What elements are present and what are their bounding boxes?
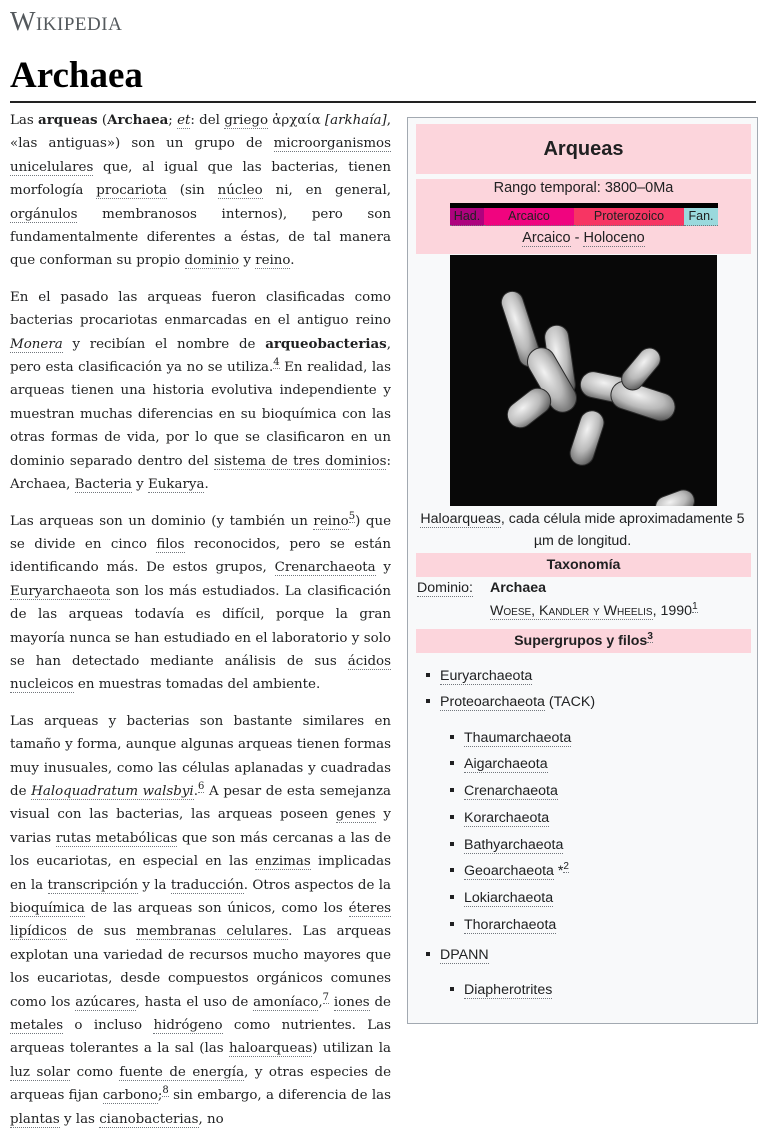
text: que son más cercanas a las de los eucariotas, en especial en las	[10, 830, 391, 870]
text: o incluso	[63, 1018, 154, 1034]
text: A pesar de esta semejanza visual con las bacterias, las arqueas poseen	[10, 783, 391, 823]
reference-4[interactable]: 4	[273, 357, 280, 369]
reference-5[interactable]: 5	[348, 510, 356, 522]
micrograph-illustration	[450, 255, 717, 506]
subgroup-item	[450, 863, 569, 879]
link-genes[interactable]: genes	[335, 807, 376, 823]
text: ἀρχαία	[268, 113, 325, 128]
bold-term: arqueobacterias	[265, 335, 387, 352]
reference-1[interactable]: 1	[692, 601, 698, 612]
text: : Archaea,	[10, 453, 391, 493]
timeline-label: Had.	[453, 209, 481, 223]
link-transcripcion[interactable]: transcripción	[47, 877, 138, 893]
text: ) que se divide en cinco	[10, 513, 391, 552]
link-thorarchaeota[interactable]: Thorarchaeota	[464, 917, 557, 933]
taxobox-title: Arqueas	[416, 124, 751, 174]
taxonomy-header: Taxonomía	[416, 553, 751, 577]
link-sistema-tres-dominios[interactable]: sistema de tres dominios	[213, 453, 387, 469]
caption-text: , cada célula mide aproximadamente 5 µm de longitud.	[500, 511, 745, 549]
temporal-range-label: Rango temporal: 3800–0Ma	[493, 180, 674, 196]
link-haloarqueas[interactable]: haloarqueas	[228, 1041, 313, 1057]
subgroup-item	[450, 730, 571, 746]
subgroup-item	[450, 837, 563, 853]
link-crenarchaeota[interactable]: Crenarchaeota	[274, 560, 376, 576]
text: y	[375, 560, 391, 576]
link-haloarqueas[interactable]: Haloarqueas	[420, 511, 501, 527]
text: En realidad, las arqueas tienen una historia evolutiva independiente y muestran muchas diferencias en su bioquímica con las otras formas de vida, por lo que se clasificaron en un dominio separado dentro del	[10, 360, 391, 469]
bullet-icon	[450, 761, 454, 765]
text: En el pasado las arqueas fueron clasificadas como bacterias procariotas enmarcadas en el antiguo reino	[10, 289, 391, 329]
text: Las arqueas y bacterias son bastante similares en tamaño y forma, aunque algunas arqueas tienen formas muy inusuales, como las células aplanadas y cuadradas de	[10, 713, 391, 799]
link-membranas-celulares[interactable]: membranas celulares	[136, 924, 289, 940]
link-et[interactable]: et	[177, 113, 191, 128]
link-proteoarchaeota[interactable]: Proteoarchaeota	[440, 694, 545, 710]
text: sin embargo, a diferencia de las	[168, 1088, 391, 1104]
link-filos[interactable]: filos	[156, 536, 185, 552]
link-reino[interactable]: reino	[255, 253, 291, 269]
subgroup-suffix: *	[553, 863, 564, 879]
temporal-range-span	[416, 230, 751, 246]
subgroup-item	[426, 668, 532, 684]
paragraph-morphology	[10, 710, 391, 1131]
timeline-label: Proterozoico	[593, 209, 665, 223]
link-hidrogeno[interactable]: hidrógeno	[153, 1018, 223, 1034]
link-thaumarchaeota[interactable]: Thaumarchaeota	[464, 730, 572, 746]
link-luz-solar[interactable]: luz solar	[10, 1064, 71, 1080]
reference-3[interactable]: 3	[647, 631, 653, 642]
bullet-icon	[426, 699, 430, 703]
text: .	[204, 477, 209, 493]
text: : del	[190, 113, 225, 128]
bullet-icon	[450, 815, 454, 819]
text: ;	[157, 1088, 163, 1104]
link-arcaico[interactable]: Arcaico	[522, 230, 571, 246]
timeline-segment-hadeico[interactable]	[450, 208, 484, 226]
link-metales[interactable]: metales	[10, 1018, 64, 1034]
reference-6[interactable]: 6	[197, 780, 205, 792]
text: que, al igual que las bacterias, tienen morfología	[10, 159, 391, 199]
text: ni, en general,	[262, 183, 391, 199]
text: , hasta el uso de	[135, 994, 254, 1010]
bullet-icon	[450, 735, 454, 739]
subgroup-item	[426, 694, 595, 710]
link-nucleo[interactable]: núcleo	[217, 183, 263, 199]
link-plantas[interactable]: plantas	[10, 1111, 60, 1127]
link-fuente-de-energia[interactable]: fuente de energía	[119, 1064, 245, 1080]
link-geoarchaeota[interactable]: Geoarchaeota	[464, 863, 554, 879]
text: ;	[168, 113, 178, 128]
text: , «las antiguas») son un grupo de	[10, 113, 392, 152]
text: , pero esta clasificación ya no se utiliza.	[10, 336, 391, 376]
link-carbono[interactable]: carbono	[102, 1088, 158, 1104]
text: son los más estudiados. La clasificación de las arqueas todavía es difícil, porque la gran mayoría nunca se han estudiado en el laboratorio y solo se han detectado mediante análisis de sus	[10, 583, 391, 669]
link-enzimas[interactable]: enzimas	[255, 854, 311, 870]
text: (sin	[166, 183, 218, 199]
text: , no	[198, 1111, 224, 1127]
subgroup-item	[450, 982, 552, 998]
bold-term: Archaea	[107, 112, 169, 128]
text: membranosos internos), pero son fundamentalmente diferentes a éstas, de tal manera que conforman su propio	[10, 206, 391, 269]
text: y las	[59, 1111, 100, 1127]
italic-term: [arkhaía]	[324, 113, 387, 128]
link-griego[interactable]: griego	[224, 113, 269, 128]
subgroup-item	[450, 810, 549, 826]
taxonomy-value-archaea: Archaea	[490, 580, 546, 596]
link-euryarchaeota[interactable]: Euryarchaeota	[440, 668, 533, 684]
text: reconocidos, pero se están identificando más. De estos grupos,	[10, 536, 391, 576]
text: y recibían el nombre de	[62, 336, 266, 352]
bullet-icon	[450, 895, 454, 899]
subgroup-item	[426, 947, 489, 963]
taxobox	[407, 117, 758, 1024]
bullet-icon	[426, 673, 430, 677]
timeline-bar	[450, 203, 718, 225]
link-dominio[interactable]: dominio	[184, 253, 240, 269]
image-caption	[414, 508, 751, 552]
link-dpann[interactable]: DPANN	[440, 947, 489, 963]
timeline-segment-arcaico[interactable]	[484, 208, 574, 226]
subgroups-header-text: Supergrupos y filos	[514, 633, 648, 649]
link-unicelulares[interactable]: unicelulares	[10, 159, 94, 175]
link-monera[interactable]: Monera	[10, 336, 63, 352]
reference-7[interactable]: 7	[322, 991, 330, 1003]
authority-year: , 1990	[652, 603, 693, 619]
text: . Otros aspectos de la	[243, 877, 392, 893]
timeline-segment-fanerozoico[interactable]	[684, 208, 718, 226]
link-aigarchaeota[interactable]: Aigarchaeota	[464, 756, 548, 772]
text: Las	[10, 113, 39, 128]
text: en muestras tomadas del ambiente.	[73, 677, 321, 693]
text: .	[193, 783, 198, 799]
timeline-label: Fan.	[688, 209, 714, 223]
text: y varias	[10, 807, 391, 846]
text: como	[70, 1064, 120, 1080]
text: implicadas en la	[10, 854, 391, 893]
text: y	[239, 253, 256, 269]
bullet-icon	[450, 788, 454, 792]
link-eukarya[interactable]: Eukarya	[147, 477, 205, 493]
taxonomy-rank-domain[interactable]: Dominio:	[417, 580, 473, 596]
haloarchaea-micrograph[interactable]	[450, 255, 717, 506]
subgroup-suffix: (TACK)	[544, 694, 596, 710]
link-authority[interactable]: Woese, Kandler y Wheelis	[490, 603, 653, 619]
link-azucares[interactable]: azúcares	[75, 994, 136, 1010]
link-rutas-metabolicas[interactable]: rutas metabólicas	[55, 830, 178, 846]
link-korarchaeota[interactable]: Korarchaeota	[464, 810, 550, 826]
bold-term: arqueas	[38, 112, 98, 128]
link-amoniaco[interactable]: amoníaco	[253, 994, 319, 1010]
link-bacteria[interactable]: Bacteria	[74, 477, 132, 493]
text: Las arqueas son un dominio (y también un	[10, 513, 314, 529]
text: y la	[138, 877, 171, 893]
text: y	[131, 477, 148, 493]
subgroup-item	[450, 917, 556, 933]
text: ,	[318, 994, 323, 1010]
link-procariota[interactable]: procariota	[96, 183, 167, 199]
paragraph-intro	[10, 109, 391, 273]
text: -	[570, 230, 584, 246]
link-haloquadratum-walsbyi[interactable]: Haloquadratum walsbyi	[31, 783, 194, 799]
reference-8[interactable]: 8	[162, 1085, 169, 1097]
paragraph-domain	[10, 510, 391, 697]
text: de sus	[66, 924, 137, 940]
text: de	[369, 994, 391, 1010]
bullet-icon	[450, 868, 454, 872]
text: .	[290, 253, 295, 269]
subgroups-header	[416, 629, 751, 653]
link-bathyarchaeota[interactable]: Bathyarchaeota	[464, 837, 564, 853]
link-lokiarchaeota[interactable]: Lokiarchaeota	[464, 890, 554, 906]
article-body	[10, 109, 391, 1144]
text: (	[97, 113, 108, 128]
logo-wordmark[interactable]: Wikipedia	[10, 6, 123, 36]
subgroup-item	[450, 756, 548, 772]
link-crenarchaeota[interactable]: Crenarchaeota	[464, 783, 558, 799]
link-traduccion[interactable]: traducción	[170, 877, 244, 893]
link-organulos[interactable]: orgánulos	[10, 206, 78, 222]
link-acidos-nucleicos[interactable]: ácidos nucleicos	[10, 653, 391, 693]
bullet-icon	[450, 842, 454, 846]
subgroup-item	[450, 783, 558, 799]
taxonomy-authority	[490, 603, 698, 619]
text: como nutrientes. Las arqueas tolerantes a la sal (las	[10, 1018, 391, 1057]
link-reino[interactable]: reino	[313, 513, 349, 529]
temporal-range	[416, 179, 751, 254]
bullet-icon	[426, 952, 430, 956]
page-title: Archaea	[10, 55, 143, 96]
timeline-segment-proterozoico[interactable]	[574, 208, 684, 226]
link-euryarchaeota[interactable]: Euryarchaeota	[10, 583, 111, 599]
text: ) utilizan la	[312, 1041, 391, 1057]
link-bioquimica[interactable]: bioquímica	[10, 901, 85, 916]
title-divider	[10, 101, 756, 103]
reference-2[interactable]: 2	[563, 861, 569, 872]
bullet-icon	[450, 987, 454, 991]
link-diapherotrites[interactable]: Diapherotrites	[464, 982, 553, 998]
text: , y otras especies de arqueas fijan	[10, 1064, 391, 1104]
text: . Las arqueas explotan una variedad de recursos mucho mayores que los eucariotas, desde compuestos orgánicos comunes como los	[10, 924, 391, 1010]
bullet-icon	[450, 922, 454, 926]
link-cianobacterias[interactable]: cianobacterias	[99, 1111, 199, 1127]
link-iones[interactable]: iones	[333, 994, 370, 1010]
link-microorganismos[interactable]: microorganismos	[273, 136, 391, 152]
link-holoceno[interactable]: Holoceno	[583, 230, 645, 246]
subgroup-item	[450, 890, 553, 906]
text: de las arqueas son únicos, como los	[84, 901, 349, 916]
timeline-label: Arcaico	[508, 209, 550, 223]
link-eteres-lipidicos[interactable]: éteres lipídicos	[10, 901, 391, 940]
paragraph-history	[10, 286, 391, 497]
